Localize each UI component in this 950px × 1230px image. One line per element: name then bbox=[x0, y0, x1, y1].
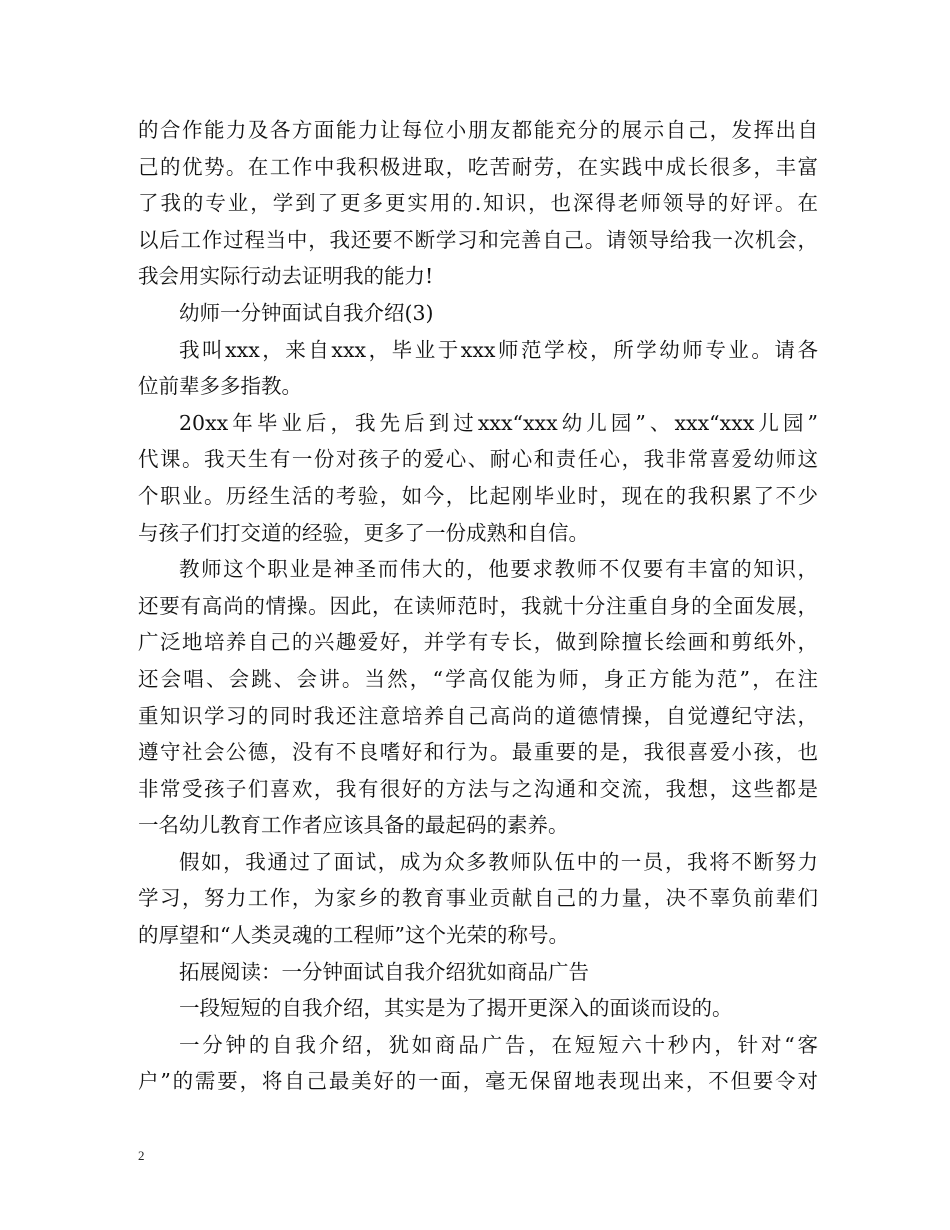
text-line: 一段短短的自我介绍，其实是为了揭开更深入的面谈而设的。 bbox=[179, 996, 733, 1021]
text-line: 户”的需要，将自己最美好的一面，毫无保留地表现出来，不但要令对 bbox=[138, 1069, 818, 1094]
text-line: 教师这个职业是神圣而伟大的，他要求教师不仅要有丰富的知识， bbox=[179, 557, 818, 582]
text-line: 与孩子们打交道的经验，更多了一份成熟和自信。 bbox=[138, 520, 589, 545]
body-text bbox=[138, 112, 818, 1100]
text-line: 假如，我通过了面试，成为众多教师队伍中的一员，我将不断努力 bbox=[179, 849, 818, 874]
text-line: 20xx年毕业后，我先后到过xxx“xxx幼儿园”、xxx“xxx儿园” bbox=[179, 410, 818, 435]
text-line: 位前辈多多指教。 bbox=[138, 374, 302, 399]
text-line: 己的优势。在工作中我积极进取，吃苦耐劳，在实践中成长很多，丰富 bbox=[138, 154, 818, 179]
text-line: 个职业。历经生活的考验，如今，比起刚毕业时，现在的我积累了不少 bbox=[138, 483, 818, 508]
text-line: 以后工作过程当中，我还要不断学习和完善自己。请领导给我一次机会， bbox=[138, 227, 818, 252]
text-line: 一分钟的自我介绍，犹如商品广告，在短短六十秒内，针对“客 bbox=[179, 1032, 818, 1057]
text-line: 我会用实际行动去证明我的能力! bbox=[138, 264, 434, 289]
text-line: 还会唱、会跳、会讲。当然，“学高仅能为师，身正方能为范”，在注 bbox=[138, 666, 818, 691]
text-line: 遵守社会公德，没有不良嗜好和行为。最重要的是，我很喜爱小孩，也 bbox=[138, 740, 818, 765]
text-line: 了我的专业，学到了更多更实用的.知识，也深得老师领导的好评。在 bbox=[138, 191, 818, 216]
text-line: 拓展阅读：一分钟面试自我介绍犹如商品广告 bbox=[179, 959, 589, 984]
text-line: 重知识学习的同时我还注意培养自己高尚的道德情操，自觉遵纪守法， bbox=[138, 703, 818, 728]
text-line: 幼师一分钟面试自我介绍(3) bbox=[179, 300, 434, 325]
text-line: 还要有高尚的情操。因此，在读师范时，我就十分注重自身的全面发展， bbox=[138, 593, 818, 618]
text-line: 的合作能力及各方面能力让每位小朋友都能充分的展示自己，发挥出自 bbox=[138, 118, 818, 142]
text-line: 非常受孩子们喜欢，我有很好的方法与之沟通和交流，我想，这些都是 bbox=[138, 776, 818, 801]
page-number: 2 bbox=[138, 1148, 145, 1163]
text-line: 我叫xxx，来自xxx，毕业于xxx师范学校，所学幼师专业。请各 bbox=[179, 337, 818, 362]
text-line: 代课。我天生有一份对孩子的爱心、耐心和责任心，我非常喜爱幼师这 bbox=[138, 447, 818, 472]
text-line: 广泛地培养自己的兴趣爱好，并学有专长，做到除擅长绘画和剪纸外， bbox=[138, 630, 818, 655]
text-line: 一名幼儿教育工作者应该具备的最起码的素养。 bbox=[138, 813, 569, 838]
text-line: 学习，努力工作，为家乡的教育事业贡献自己的力量，决不辜负前辈们 bbox=[138, 886, 818, 911]
text-line: 的厚望和“人类灵魂的工程师”这个光荣的称号。 bbox=[138, 923, 569, 948]
